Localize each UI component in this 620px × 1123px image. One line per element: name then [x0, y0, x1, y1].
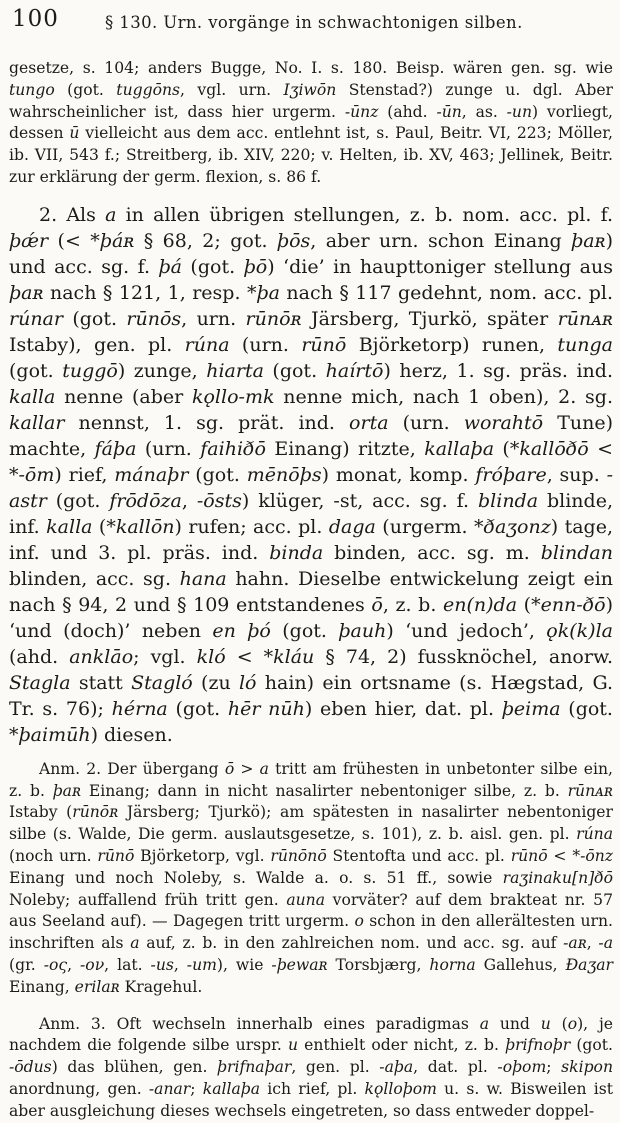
annotation-3: Anm. 3. Oft wechseln innerhalb eines paradigmas a und u (o), je nachdem die folgende silbe urspr. u enthielt oder nicht, z. b. þrifnoþr (got. -ōdus) das blühen, gen. þrifnaþar, gen. pl. -aþa, dat. pl. -oþom; skipon anordnung, gen. -anar; kallaþa ich rief, pl. kǫlloþom u. s. w. Bisweilen ist aber ausgleichung dieses wechsels eingetreten, so dass entweder doppel- — [9, 1014, 614, 1120]
paragraph-continuation: gesetze, s. 104; anders Bugge, No. I. s. 180. Beisp. wären gen. sg. wie tungo (got. tuggōns, vgl. urn. Iʒiwōn Stenstad?) zunge u. dgl. Aber wahrscheinlicher ist, dass hier urgerm. -ūnz (ahd. -ūn, as. -un) vorliegt, dessen ū vielleicht aus dem acc. entlehnt ist, s. Paul, Beitr. VI, 223; Möller, ib. VII, 543 f.; Streitberg, ib. XIV, 220; v. Helten, ib. XV, 463; Jellinek, Beitr. zur erklärung der germ. flexion, s. 86 f. — [9, 59, 614, 186]
paragraph-main-section-2: 2. Als a in allen übrigen stellungen, z. b. nom. acc. pl. f. þǽr (< *þáʀ § 68, 2; got. þōs, aber urn. schon Einang þaʀ) und acc. sg. f. þá (got. þō) ‘die’ in haupttoniger stellung aus þaʀ nach § 121, 1, resp. *þa nach § 117 gedehnt, nom. acc. pl. rúnar (got. rūnōs, urn. rūnōʀ Järsberg, Tjurkö, später rūnᴀʀ Istaby), gen. pl. rúna (urn. rūnō Björketorp) runen, tunga (got. tuggō) zunge, hiarta (got. haírtō) herz, 1. sg. präs. ind. kalla nenne (aber kǫllo-mk nenne mich, nach 1 oben), 2. sg. kallar nennst, 1. sg. prät. ind. orta (urn. worahtō Tune) machte, fáþa (urn. faihiðō Einang) ritzte, kallaþa (*kallōðō < *-ōm) rief, mánaþr (got. mēnōþs) monat, komp. fróþare, sup. -astr (got. frōdōza, -ōsts) klüger, -st, acc. sg. f. blinda blinde, inf. kalla (*kallōn) rufen; acc. pl. daga (urgerm. *ðaʒonz) tage, inf. und 3. pl. präs. ind. binda binden, acc. sg. m. blindan blinden, acc. sg. hana hahn. Dieselbe entwickelung zeigt ein nach § 94, 2 und § 109 entstandenes ō, z. b. en(n)da (*enn-ðō) ‘und (doch)’ neben en þó (got. þauh) ‘und jedoch’, ǫk(k)la (ahd. anklāo; vgl. kló < *kláu § 74, 2) fussknöchel, anorw. Stagla statt Stagló (zu ló hain) ein ortsname (s. Hægstad, G. Tr. s. 76); hérna (got. hēr nūh) eben hier, dat. pl. þeima (got. *þaimūh) diesen. — [9, 203, 614, 746]
page-number: 100 — [12, 6, 59, 32]
annotation-2: Anm. 2. Der übergang ō > a tritt am frühesten in unbetonter silbe ein, z. b. þaʀ Einang; dann in nicht nasalirter nebentoniger silbe, z. b. rūnᴀʀ Istaby (rūnōʀ Järsberg; Tjurkö); am spätesten in nasalirter nebentoniger silbe (s. Walde, Die germ. auslautsgesetze, s. 101), z. b. aisl. gen. pl. rúna (noch urn. rūnō Björketorp, vgl. rūnōnō Stentofta und acc. pl. rūnō < *-ōnz Einang und noch Noleby, s. Walde a. o. s. 51 ff., sowie raʒinaku[n]ðō Noleby; auffallend früh tritt gen. auna vorväter? auf dem brakteat nr. 57 aus Seeland auf). — Dagegen tritt urgerm. o schon in den allerältesten urn. inschriften als a auf, z. b. in den zahlreichen nom. und acc. sg. auf -aʀ, -a (gr. -ος, -ον, lat. -us, -um), wie -þewaʀ Torsbjærg, horna Gallehus, Ðaʒar Einang, erilaʀ Kragehul. — [9, 759, 614, 996]
section-heading: § 130. Urn. vorgänge in schwachtonigen silben. — [105, 13, 523, 32]
page-header — [9, 6, 613, 42]
